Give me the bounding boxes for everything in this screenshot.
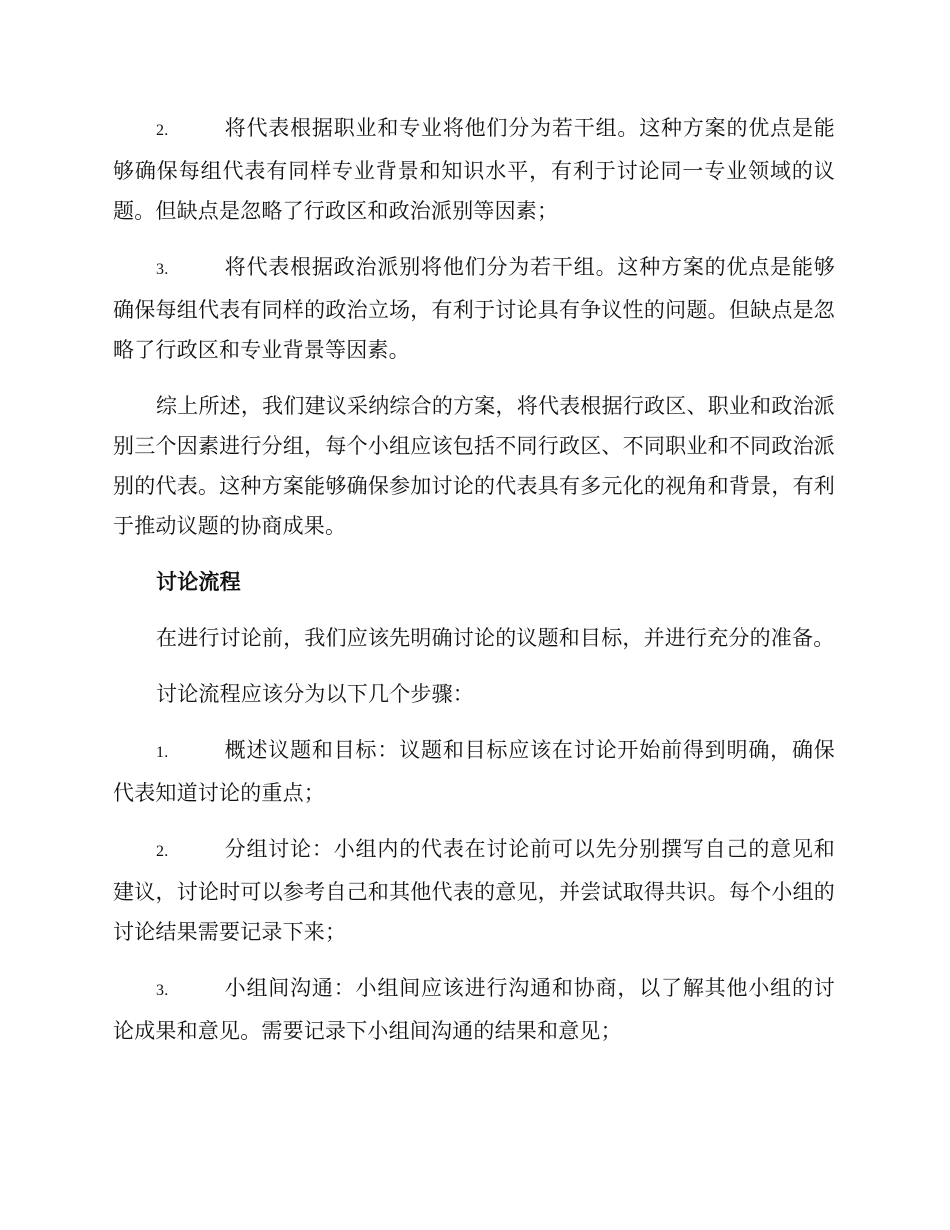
list-text: 将代表根据政治派别将他们分为若干组。这种方案的优点是能够确保每组代表有同样的政治立场，有利于讨论具有争议性的问题。但缺点是忽略了行政区和专业背景等因素。 xyxy=(113,255,835,362)
step-text: 小组间沟通：小组间应该进行沟通和协商，以了解其他小组的讨论成果和意见。需要记录下小组间沟通的结果和意见； xyxy=(113,976,835,1043)
summary-paragraph: 综上所述，我们建议采纳综合的方案，将代表根据行政区、职业和政治派别三个因素进行分组，每个小组应该包括不同行政区、不同职业和不同政治派别的代表。这种方案能够确保参加讨论的代表具有多元化的视角和背景，有利于推动议题的协商成果。 xyxy=(113,394,835,538)
list-item xyxy=(113,247,835,370)
step-item xyxy=(113,968,835,1051)
step-item xyxy=(113,829,835,952)
step-text: 分组讨论：小组内的代表在讨论前可以先分别撰写自己的意见和建议，讨论时可以参考自己和其他代表的意见，并尝试取得共识。每个小组的讨论结果需要记录下来； xyxy=(113,837,835,944)
document-body xyxy=(113,108,835,1067)
step-item xyxy=(113,730,835,813)
step-text: 概述议题和目标：议题和目标应该在讨论开始前得到明确，确保代表知道讨论的重点； xyxy=(113,738,835,805)
list-number: 3. xyxy=(156,261,169,278)
list-number: 2. xyxy=(156,122,169,139)
list-item xyxy=(113,108,835,231)
step-number: 2. xyxy=(156,843,169,860)
step-number: 3. xyxy=(156,982,169,999)
intro-paragraph: 在进行讨论前，我们应该先明确讨论的议题和目标，并进行充分的准备。 xyxy=(156,626,835,650)
steps-lead-paragraph: 讨论流程应该分为以下几个步骤： xyxy=(156,682,474,706)
list-text: 将代表根据职业和专业将他们分为若干组。这种方案的优点是能够确保每组代表有同样专业背景和知识水平，有利于讨论同一专业领域的议题。但缺点是忽略了行政区和政治派别等因素； xyxy=(113,116,835,223)
step-number: 1. xyxy=(156,744,169,761)
section-heading: 讨论流程 xyxy=(156,569,241,594)
